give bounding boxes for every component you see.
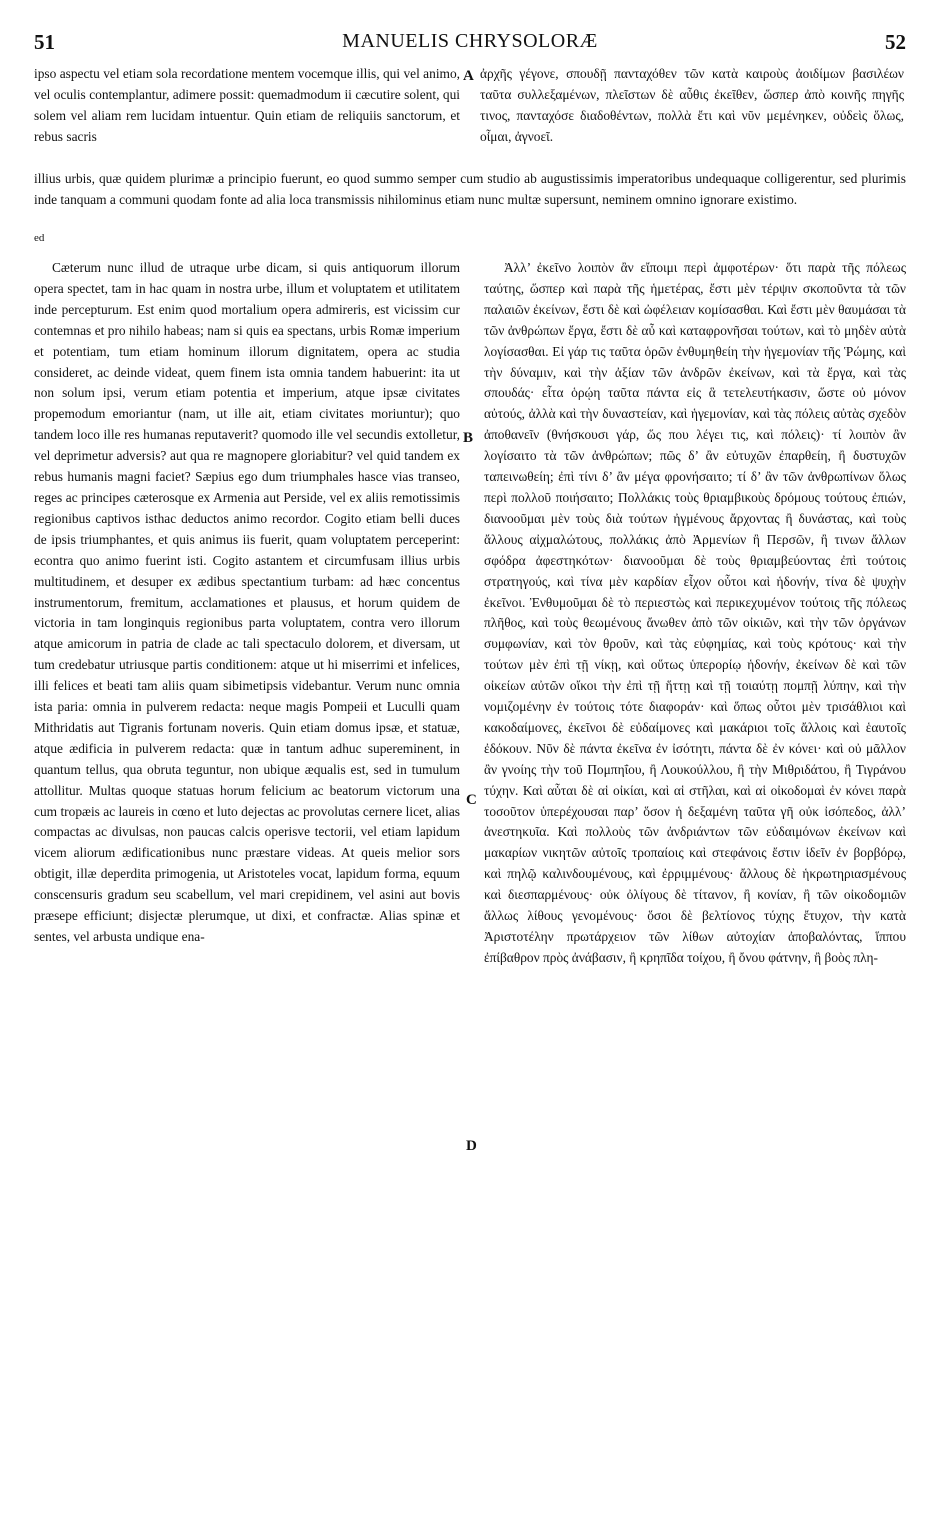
latin-column-main xyxy=(34,258,460,948)
page-header xyxy=(34,30,906,62)
section-marker-a: A xyxy=(463,68,474,84)
latin-paragraph-main: Cæterum nunc illud de utraque urbe dicam, si quis antiquorum illorum opera spectet, tam in hac quam in nostra urbe, illum et voluptatem et utilitatem inde percepturum. Est enim quod mortalium opera admireris, est vicissim cur contemnas et pro nihilo habeas; nam si quis ea spectans, urbis Romæ imperium et potentiam, tum etiam hominum illorum dignitatem, opera ac studia consideret, ac deinde videat, quem finem ista omnia tandem habuerint: ita ut non solum ipsi, verum etiam potentia et imperium, atque ipsæ civitates propemodum emoriantur (nam, ut ille ait, etiam civitates moriuntur); quo tandem loco ille res humanas reputaverit? quomodo ille vel secundis extolletur, vel deprimetur adversis? aut qua re magnopere gloriabitur? vel quid tandem ex rebus humanis magni faciet? Sæpius ego dum triumphales hasce vias transeo, reges ac principes cæterosque ex Armenia aut Perside, vel ex aliis remotissimis regionibus captivos isthac deductos animo recordor. Cogito etiam belli duces de ipsis triumphantes, et quis animus iis fuerit, quam voluptatem perceperint: econtra quo animo fuerint isti. Cogito astantem et circumfusam illius urbis multitudinem, et desuper ex ædibus spectantium turbam: ad hæc concentus instrumentorum, fremitum, acclamationes et plausus, et horum quidem de victoria in tam longinquis regionibus parta voluptatem, contra vero illorum atque amicorum in patria de clade ac tali spectaculo dolorem, et diversam, ut tum credebatur utriusque partis conditionem: atque ut hi miserrimi et infelices, illi felices et beati tam aliis quam sibimetipsis videbantur. Verum nunc omnia ista paria: omnia in pulverem redacta: neque magis Pompeii et Luculli quam Mithridatis aut Tigranis fortunam noveris. Quin etiam domus ipsæ, et statuæ, atque ædificia in pulverem redacta: quæ in tantum adhuc supereminent, in quantum tellus, qua obruta teguntur, non ubique æqualis est, sed in tumulum attollitur. Multas quoque statuas horum felicium ac beatorum victorum una cum tropæis ac laureis in cœno et luto dejectas ac provolutas cernere licet, alias compactas ac divulsas, non paucas calcis operisve tectorii, vel etiam lapidum vicem aliorum ædificationibus nunc præstare videas. At queis melior sors obtigit, illæ deperdita primogenia, ut Aristoteles vocat, lapidum forma, equum conscensuris gradum seu scabellum, vel mari crepidinem, vel asini aut bovis præsepe efficiunt; disjectæ plerumque, ut dixi, et confractæ. Alias spinæ et sentes, vel arbusta undique ena- xyxy=(34,260,460,944)
section-marker-c: C xyxy=(466,792,477,808)
latin-paragraph-span: illius urbis, quæ quidem plurimæ a principio fuerunt, eo quod summo semper cum studio ab augustissimis imperatoribus undequaque colligerentur, sed plurimis inde tanquam a communi quodam fonte ad alia loca transmissis nihilominus etiam nunc multæ supersunt, neminem omnino ignorare existimo. xyxy=(34,171,906,207)
greek-column-main xyxy=(484,258,906,969)
greek-column-top xyxy=(480,64,904,148)
page-number-right: 52 xyxy=(885,30,906,54)
running-title: MANUELIS CHRYSOLORÆ xyxy=(342,30,598,52)
latin-column-top xyxy=(34,64,460,148)
footnote-mark: ed xyxy=(34,232,45,244)
section-marker-d: D xyxy=(466,1138,477,1154)
section-marker-b: B xyxy=(463,430,474,446)
greek-paragraph-top: ἀρχῆς γέγονε, σπουδῇ πανταχόθεν τῶν κατὰ καιροὺς ἀοιδίμων βασιλέων ταῦτα συλλεξαμένων, πλεῖστων δὲ αὖθις ἐκεῖθεν, ὥσπερ ἀπὸ κοινῆς πηγῆς τινος, πανταχόσε διαδοθέντων, πολλὰ ἔτι καὶ νῦν μεμένηκεν, οὐδεὶς ὅλως, οἶμαι, ἀγνοεῖ. xyxy=(480,66,904,144)
latin-paragraph-top: ipso aspectu vel etiam sola recordatione mentem vocemque illis, qui vel animo, vel oculis contemplantur, adimere possit: quemadmodum ii cæcutire solent, qui solem vel aliam rem lucidam intuentur. Quin etiam de reliquiis sanctorum, et rebus sacris xyxy=(34,66,460,144)
page-number-left: 51 xyxy=(34,30,55,54)
latin-spanning-paragraph xyxy=(34,169,906,211)
greek-paragraph-main: Ἀλλ’ ἐκεῖνο λοιπὸν ἂν εἴποιμι περὶ ἀμφοτέρων· ὅτι παρὰ τῆς πόλεως ταύτης, ὥσπερ καὶ παρὰ τῆς ἡμετέρας, ἔστι μὲν τέρψιν σκοποῦντα τὰ τῶν παλαιῶν ἐκείνων, ἔστι δὲ καὶ ὠφέλειαν κομίσασθαι. Καὶ ἔστι μὲν θαυμάσαι τὰ τῶν ἀνθρώπων ἔργα, ἔστι δὲ αὖ καὶ καταφρονῆσαι τούτων, καὶ τὸ μηδὲν αὐτὰ λογίσασθαι. Εἰ γάρ τις ταῦτα ὁρῶν ἐνθυμηθείη τὴν ἡγεμονίαν τῆς Ῥώμης, καὶ τὴν δύναμιν, καὶ τὴν ἀξίαν τῶν ἀνδρῶν ἐκείνων, καὶ τὰ ἔργα, καὶ τὰς σπουδάς· εἶτα ὁρῴη ταῦτα πάντα εἰς ἃ τετελευτήκασιν, ὥστε οὐ μόνον αὐτούς, ἀλλὰ καὶ τὴν δυναστείαν, καὶ ἡγεμονίαν, καὶ τὰς πόλεις αὐτὰς σχεδὸν ἀποθανεῖν (θνήσκουσι γάρ, ὥς που λέγει τις, καὶ πόλεις)· τί λοιπὸν ἂν λογίσαιτο τὰ τῶν ἀνθρώπων; πῶς δ’ ἂν εὐτυχῶν ἐπαρθείη, ἢ δυστυχῶν ταπεινωθείη; ἐπὶ τίνι δ’ ἂν μέγα φρονήσαιτο; τί δ’ ἂν τῶν ἀνθρωπίνων ὅλως περὶ πολλοῦ ποιήσαιτο; Πολλάκις τοὺς θριαμβικοὺς δρόμους τούτους ἐπιών, διανοοῦμαι μὲν τοὺς διὰ τούτων ἠγμένους ἄρχοντας ἢ δυνάστας, καὶ τοὺς ἄλλους αἰχμαλώτους, πολλάκις ἀπὸ Ἀρμενίων ἢ Περσῶν, ἢ τινων ἄλλων σφόδρα ἀφεστηκότων· διανοοῦμαι δὲ τοὺς θριαμβεύοντας ἐπὶ τούτοις στρατηγούς, καὶ τίνα μὲν καρδίαν εἶχον οὗτοι καὶ ἡδονήν, τίνα δὲ ψυχὴν ἐκεῖνοι. Ἐνθυμοῦμαι δὲ τὸ περιεστὼς καὶ περικεχυμένον τούτοις τῆς πόλεως πλῆθος, καὶ τοὺς θεωμένους ἄνωθεν ἀπὸ τῶν οἰκιῶν, καὶ τὴν τῶν ὀργάνων συμφωνίαν, καὶ τὸν θροῦν, καὶ τὰς εὐφημίας, καὶ τοὺς κρότους· καὶ τὴν τούτων μὲν ἐπὶ τῇ νίκῃ, καὶ οὕτως ὑπερορίῳ ἡδονήν, ἐκείνων δὲ καὶ τῶν οἰκείων αὐτῶν οἴκοι τὴν ἐπὶ τῇ ἥττῃ καὶ τῇ τοιαύτῃ πομπῇ λύπην, καὶ τὴν νομιζομένην ἐν τούτοις τότε διαφοράν· καὶ ὅπως οὗτοι μὲν τρισάθλιοι καὶ κακοδαίμονες, ἐκεῖνοι δὲ εὐδαίμονες καὶ μακάριοι τοῖς ἄλλοις καὶ ἑαυτοῖς ἐδόκουν. Νῦν δὲ πάντα ἐκεῖνα ἐν ἰσότητι, πάντα δὲ ἐν κόνει· καὶ οὐ μᾶλλον ἂν γνοίης τὴν τοῦ Πομπηΐου, ἢ Λουκούλλου, ἢ τὴν Μιθριδάτου, ἢ Τιγράνου τύχην. Καὶ αὗται δὲ αἱ οἰκίαι, καὶ αἱ στῆλαι, καὶ αἱ οἰκοδομαὶ ἐν κόνει παρὰ τοσοῦτον ὑπερέχουσαι παρ’ ὅσον ἡ δεξαμένη ταῦτα γῆ οὐκ ἰσόπεδος, ἀλλ’ ἀνεστηκυῖα. Καὶ πολλοὺς τῶν ἀνδριάντων τῶν εὐδαιμόνων ἐκείνων καὶ μακαρίων νικητῶν αὐτοῖς τροπαίοις καὶ στεφάνοις ἔστιν ἰδεῖν ἐν βορβόρῳ, καὶ πηλῷ καλινδουμένους, καὶ ἐρριμμένους· ἄλλους δὲ ἡκρωτηριασμένους καὶ διεσπαρμένους· οὐκ ὀλίγους δὲ τίτανον, ἢ κονίαν, ἢ τῶν οἰκοδομιῶν ἄλλως λίθους γενομένους· ὅσοι δὲ βελτίονος τύχης ἔτυχον, τὴν κατὰ Ἀριστοτέλην πρωτάρχειον τῶν λίθων αὐτοχίαν ἀποβαλόντας, ἵππου ἐπίβαθρον πρὸς ἀνάβασιν, ἢ κρηπῖδα τοίχου, ἢ ὄνου φάτνην, ἢ βοὸς πλη- xyxy=(484,260,906,965)
